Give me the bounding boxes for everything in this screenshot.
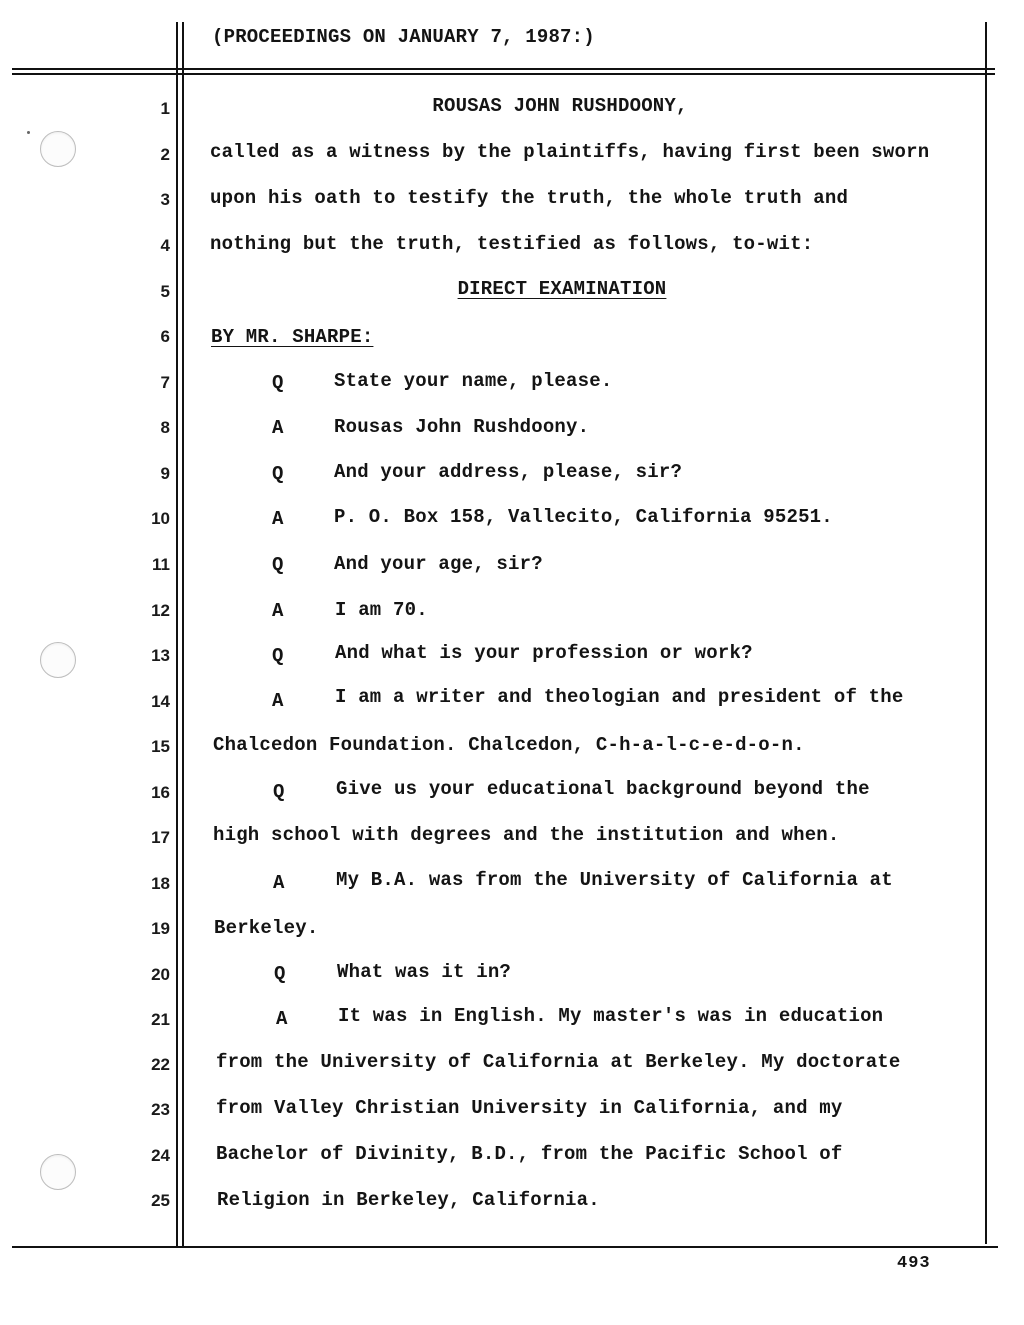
left-margin-rule-inner [182, 22, 184, 1248]
header-rule-bottom [12, 73, 995, 75]
transcript-line: high school with degrees and the institution and when. [213, 824, 840, 846]
header-rule-top [12, 68, 995, 70]
transcript-line: Give us your educational background beyond the [336, 778, 870, 800]
line-number: 8 [160, 418, 170, 437]
qa-marker: A [276, 1008, 288, 1030]
transcript-line: Berkeley. [214, 917, 319, 939]
transcript-line: It was in English. My master's was in education [338, 1005, 884, 1027]
qa-marker: Q [272, 645, 284, 667]
qa-marker: Q [274, 963, 286, 985]
scan-speck [27, 131, 30, 134]
line-number: 4 [160, 236, 170, 255]
line-number: 11 [152, 555, 170, 574]
qa-marker: Q [272, 372, 284, 394]
line-number: 1 [160, 99, 170, 118]
qa-marker: A [272, 417, 284, 439]
line-number: 16 [151, 783, 170, 802]
line-number: 13 [151, 646, 170, 665]
line-number: 25 [151, 1191, 170, 1210]
transcript-line: from Valley Christian University in California, and my [216, 1097, 843, 1119]
punch-hole-top [40, 131, 76, 167]
punch-hole-bottom [40, 1154, 76, 1190]
header-title: (PROCEEDINGS ON JANUARY 7, 1987:) [212, 26, 595, 48]
transcript-line: Rousas John Rushdoony. [334, 416, 590, 438]
transcript-line: called as a witness by the plaintiffs, having first been sworn [210, 141, 930, 163]
transcript-line: I am 70. [335, 599, 428, 621]
line-number: 10 [151, 509, 170, 528]
line-number: 23 [151, 1100, 170, 1119]
qa-marker: Q [273, 781, 285, 803]
right-margin-rule [985, 22, 987, 1244]
qa-marker: A [273, 872, 285, 894]
left-margin-rule-outer [176, 22, 178, 1248]
transcript-line: State your name, please. [334, 370, 613, 392]
transcript-line: Chalcedon Foundation. Chalcedon, C-h-a-l-c-e-d-o-n. [213, 734, 805, 756]
witness-name: ROUSAS JOHN RUSHDOONY, [432, 95, 688, 117]
section-heading: DIRECT EXAMINATION [457, 278, 667, 300]
punch-hole-middle [40, 642, 76, 678]
line-number: 6 [160, 327, 170, 346]
line-number: 18 [151, 874, 170, 893]
line-number: 3 [160, 190, 170, 209]
transcript-line: And your age, sir? [334, 553, 543, 575]
transcript-line: from the University of California at Berkeley. My doctorate [216, 1051, 901, 1073]
line-number: 22 [151, 1055, 170, 1074]
transcript-line: And what is your profession or work? [335, 642, 753, 664]
line-number: 21 [151, 1010, 170, 1029]
line-number: 20 [151, 965, 170, 984]
transcript-line: upon his oath to testify the truth, the whole truth and [210, 187, 849, 209]
line-number: 15 [151, 737, 170, 756]
transcript-line: My B.A. was from the University of California at [336, 869, 893, 891]
qa-marker: Q [272, 554, 284, 576]
line-number: 5 [160, 282, 170, 301]
line-number: 17 [151, 828, 170, 847]
line-number: 14 [151, 692, 170, 711]
footer-rule [12, 1246, 998, 1248]
qa-marker: A [272, 600, 284, 622]
transcript-line: nothing but the truth, testified as follows, to-wit: [210, 233, 814, 255]
qa-marker: A [272, 508, 284, 530]
qa-marker: A [272, 690, 284, 712]
examiner-heading: BY MR. SHARPE: [211, 326, 374, 348]
page-number: 493 [897, 1254, 931, 1273]
qa-marker: Q [272, 463, 284, 485]
transcript-line: I am a writer and theologian and president of the [335, 686, 904, 708]
line-number: 24 [151, 1146, 170, 1165]
line-number: 19 [151, 919, 170, 938]
transcript-line: Religion in Berkeley, California. [217, 1189, 600, 1211]
line-number: 12 [151, 601, 170, 620]
transcript-line: And your address, please, sir? [334, 461, 683, 483]
line-number: 2 [160, 145, 170, 164]
transcript-line: P. O. Box 158, Vallecito, California 95251. [334, 506, 833, 528]
transcript-line: What was it in? [337, 961, 512, 983]
transcript-line: Bachelor of Divinity, B.D., from the Pacific School of [216, 1143, 843, 1165]
line-number: 9 [160, 464, 170, 483]
line-number: 7 [160, 373, 170, 392]
